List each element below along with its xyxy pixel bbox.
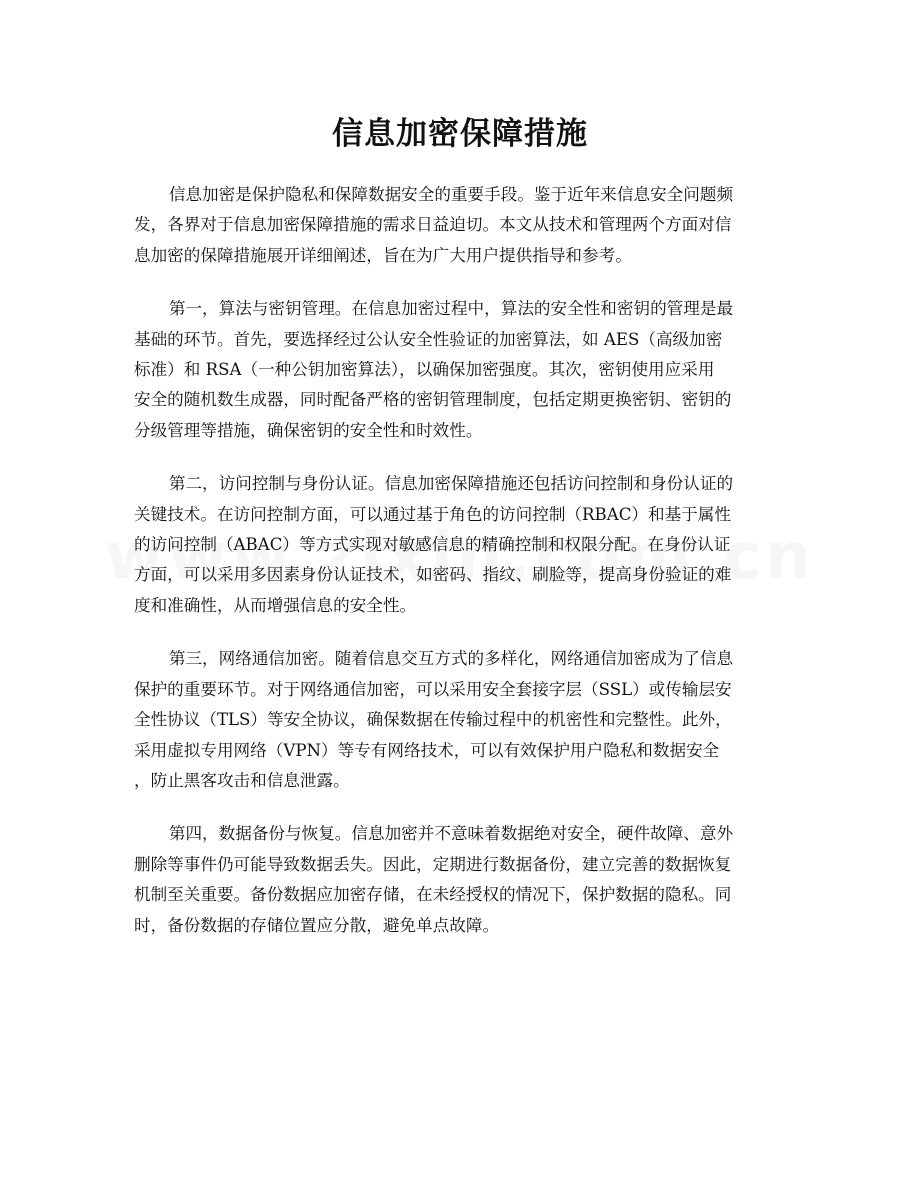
text-line: 机制至关重要。备份数据应加密存储，在未经授权的情况下，保护数据的隐私。同 bbox=[134, 885, 732, 905]
text-line: 第二，访问控制与身份认证。信息加密保障措施还包括访问控制和身份认证的 bbox=[168, 474, 734, 494]
text-line: 关键技术。在访问控制方面，可以通过基于角色的访问控制（RBAC）和基于属性 bbox=[134, 504, 731, 524]
text-line: 保护的重要环节。对于网络通信加密，可以采用安全套接字层（SSL）或传输层安 bbox=[134, 679, 732, 699]
paragraph-backup-recovery bbox=[134, 819, 786, 941]
text-line: 的访问控制（ABAC）等方式实现对敏感信息的精确控制和权限分配。在身份认证 bbox=[134, 535, 731, 555]
text-line: 第一，算法与密钥管理。在信息加密过程中，算法的安全性和密钥的管理是最 bbox=[168, 299, 734, 319]
text-line: 时，备份数据的存储位置应分散，避免单点故障。 bbox=[134, 915, 500, 935]
paragraph-network-encryption bbox=[134, 644, 786, 796]
text-line: 安全的随机数生成器，同时配备严格的密钥管理制度，包括定期更换密钥、密钥的 bbox=[134, 390, 732, 410]
text-line: 信息加密是保护隐私和保障数据安全的重要手段。鉴于近年来信息安全问题频 bbox=[168, 185, 734, 204]
text-line: 第四，数据备份与恢复。信息加密并不意味着数据绝对安全，硬件故障、意外 bbox=[168, 824, 734, 844]
text-line: 分级管理等措施，确保密钥的安全性和时效性。 bbox=[134, 420, 483, 440]
text-line: 全性协议（TLS）等安全协议，确保数据在传输过程中的机密性和完整性。此外， bbox=[134, 710, 732, 730]
document-body bbox=[134, 180, 786, 964]
text-line: 删除等事件仍可能导致数据丢失。因此，定期进行数据备份，建立完善的数据恢复 bbox=[134, 854, 732, 874]
paragraph-intro bbox=[134, 180, 786, 271]
text-line: 第三，网络通信加密。随着信息交互方式的多样化，网络通信加密成为了信息 bbox=[168, 649, 734, 669]
paragraph-access-control bbox=[134, 469, 786, 621]
text-line: 度和准确性，从而增强信息的安全性。 bbox=[134, 595, 417, 615]
text-line: ，防止黑客攻击和信息泄露。 bbox=[134, 770, 350, 790]
document-title: 信息加密保障措施 bbox=[332, 116, 588, 152]
text-line: 基础的环节。首先，要选择经过公认安全性验证的加密算法，如 AES（高级加密 bbox=[134, 329, 723, 349]
paragraph-algorithm-key-management bbox=[134, 294, 786, 446]
text-line: 采用虚拟专用网络（VPN）等专有网络技术，可以有效保护用户隐私和数据安全 bbox=[134, 740, 720, 760]
text-line: 方面，可以采用多因素身份认证技术，如密码、指纹、刷脸等，提高身份验证的难 bbox=[134, 565, 732, 585]
text-line: 发，各界对于信息加密保障措施的需求日益迫切。本文从技术和管理两个方面对信 bbox=[134, 215, 732, 235]
text-line: 标准）和 RSA（一种公钥加密算法），以确保加密强度。其次，密钥使用应采用 bbox=[134, 360, 715, 380]
text-line: 息加密的保障措施展开详细阐述，旨在为广大用户提供指导和参考。 bbox=[134, 245, 632, 265]
